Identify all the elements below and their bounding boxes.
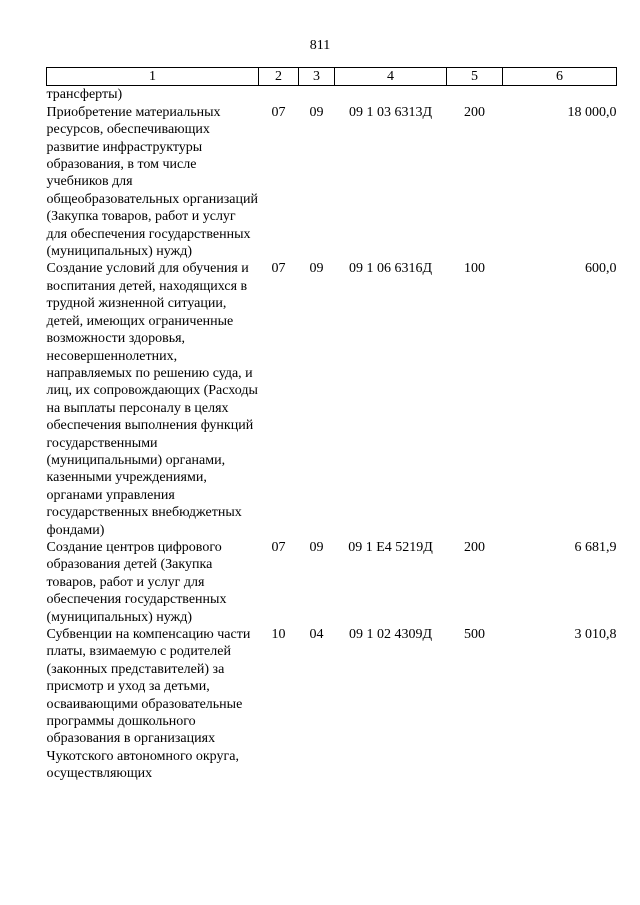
row-subsection: 09 [309,261,324,277]
table-row [47,626,617,783]
row-target-article: 09 1 E4 5219Д [348,539,433,555]
row-expense-type: 100 [464,261,485,277]
header-col-3: 3 [299,68,335,86]
page-number: 811 [309,38,331,53]
table-row [47,539,617,626]
continuation-row [47,86,617,104]
row-expense-type: 500 [464,627,485,642]
row-description: Создание центров цифрового образования детей (Закупка товаров, работ и услуг для обеспечения государственных (муниципальных) нужд) [46,539,227,625]
row-target-article: 09 1 02 4309Д [348,627,433,642]
row-amount: 18 000,0 [567,104,617,120]
row-expense-type: 200 [464,539,485,555]
header-col-4: 4 [335,68,447,86]
header-col-1: 1 [47,68,259,86]
header-col-5: 5 [447,68,503,86]
row-section: 07 [271,104,286,120]
header-col-2: 2 [259,68,299,86]
row-subsection: 09 [309,539,324,555]
row-amount: 6 681,9 [574,539,617,555]
table-row [47,104,617,261]
header-col-6: 6 [503,68,617,86]
row-target-article: 09 1 03 6313Д [348,104,433,120]
continuation-text: трансферты) [46,87,123,103]
row-description: Приобретение материальных ресурсов, обеспечивающих развитие инфраструктуры образования, в том числе учебников для общеобразовательных организаций (Закупка товаров, работ и услуг для обеспечения государственных (муниципальных) нужд) [46,104,258,260]
row-target-article: 09 1 06 6316Д [348,261,433,277]
row-section: 07 [271,261,286,277]
row-subsection: 09 [309,104,324,120]
row-subsection: 04 [309,627,324,642]
row-description: Субвенции на компенсацию части платы, взимаемую с родителей (законных представителей) за присмотр и уход за детьми, осваивающими образовательные программы дошкольного образования в организациях Чукотского автономного округа, осуществляющих [46,627,251,782]
row-amount: 600,0 [585,261,617,277]
row-description: Создание условий для обучения и воспитания детей, находящихся в трудной жизненной ситуации, детей, имеющих ограниченные возможности здоровья, несовершеннолетних, направляемых по решению суда, и лиц, их сопровождающих (Расходы на выплаты персоналу в целях обеспечения выполнения функций государственными (муниципальными) органами, казенными учреждениями, органами управления государственных внебюджетных фондами) [46,261,258,538]
row-section: 07 [271,539,286,555]
budget-table [46,67,617,783]
row-section: 10 [271,627,286,642]
row-expense-type: 200 [464,104,485,120]
table-header-row [47,68,617,86]
table-row [47,260,617,539]
row-amount: 3 010,8 [574,627,617,642]
